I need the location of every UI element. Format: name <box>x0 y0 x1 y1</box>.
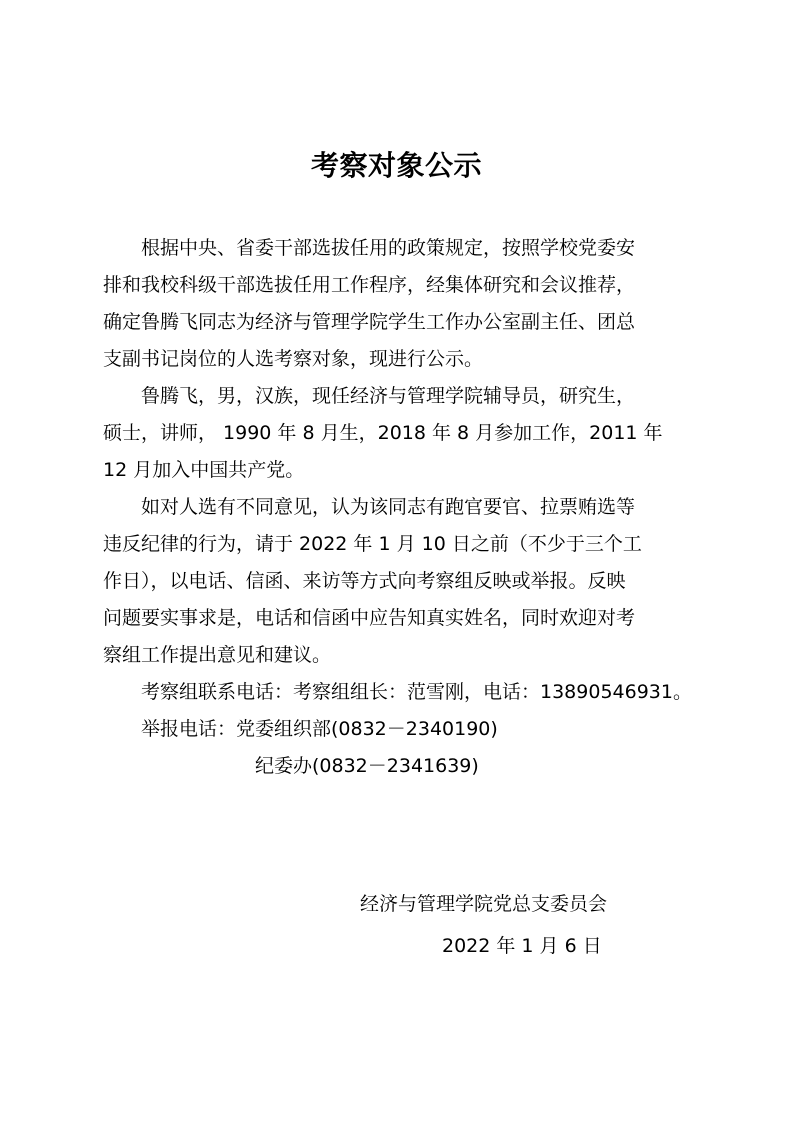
paragraph-line: 根据中央、省委干部选拔任用的政策规定，按照学校党委安 <box>141 237 636 259</box>
contact-report-phone-organization: 举报电话：党委组织部(0832－2340190) <box>141 718 498 740</box>
signature-date: 2022 年 1 月 6 日 <box>442 935 602 957</box>
contact-report-phone-discipline: 纪委办(0832－2341639) <box>255 755 479 777</box>
paragraph-line: 硕士，讲师， 1990 年 8 月生，2018 年 8 月参加工作，2011 年 <box>103 422 663 444</box>
paragraph-line: 12 月加入中国共产党。 <box>103 459 305 481</box>
paragraph-announcement <box>103 230 693 378</box>
paragraph-line: 作日），以电话、信函、来访等方式向考察组反映或举报。反映 <box>103 570 626 592</box>
paragraph-line: 违反纪律的行为，请于 2022 年 1 月 10 日之前（不少于三个工 <box>103 533 642 555</box>
paragraph-candidate-profile <box>103 378 693 489</box>
paragraph-line: 排和我校科级干部选拔任用工作程序，经集体研究和会议推荐， <box>103 274 636 296</box>
paragraph-objection-notice <box>103 489 693 674</box>
document-body <box>103 230 693 785</box>
paragraph-line: 察组工作提出意见和建议。 <box>103 644 332 666</box>
paragraph-line: 问题要实事求是，电话和信函中应告知真实姓名，同时欢迎对考 <box>103 607 636 629</box>
paragraph-line: 支副书记岗位的人选考察对象，现进行公示。 <box>103 348 484 370</box>
document-title: 考察对象公示 <box>310 149 482 182</box>
contact-team-phone: 考察组联系电话：考察组组长：范雪刚，电话：13890546931。 <box>141 681 692 703</box>
paragraph-line: 确定鲁腾飞同志为经济与管理学院学生工作办公室副主任、团总 <box>103 311 636 333</box>
signature-organization: 经济与管理学院党总支委员会 <box>360 893 608 915</box>
paragraph-line: 如对人选有不同意见，认为该同志有跑官要官、拉票贿选等 <box>141 496 636 518</box>
contact-section <box>103 674 693 785</box>
paragraph-line: 鲁腾飞，男，汉族，现任经济与管理学院辅导员，研究生， <box>141 385 636 407</box>
